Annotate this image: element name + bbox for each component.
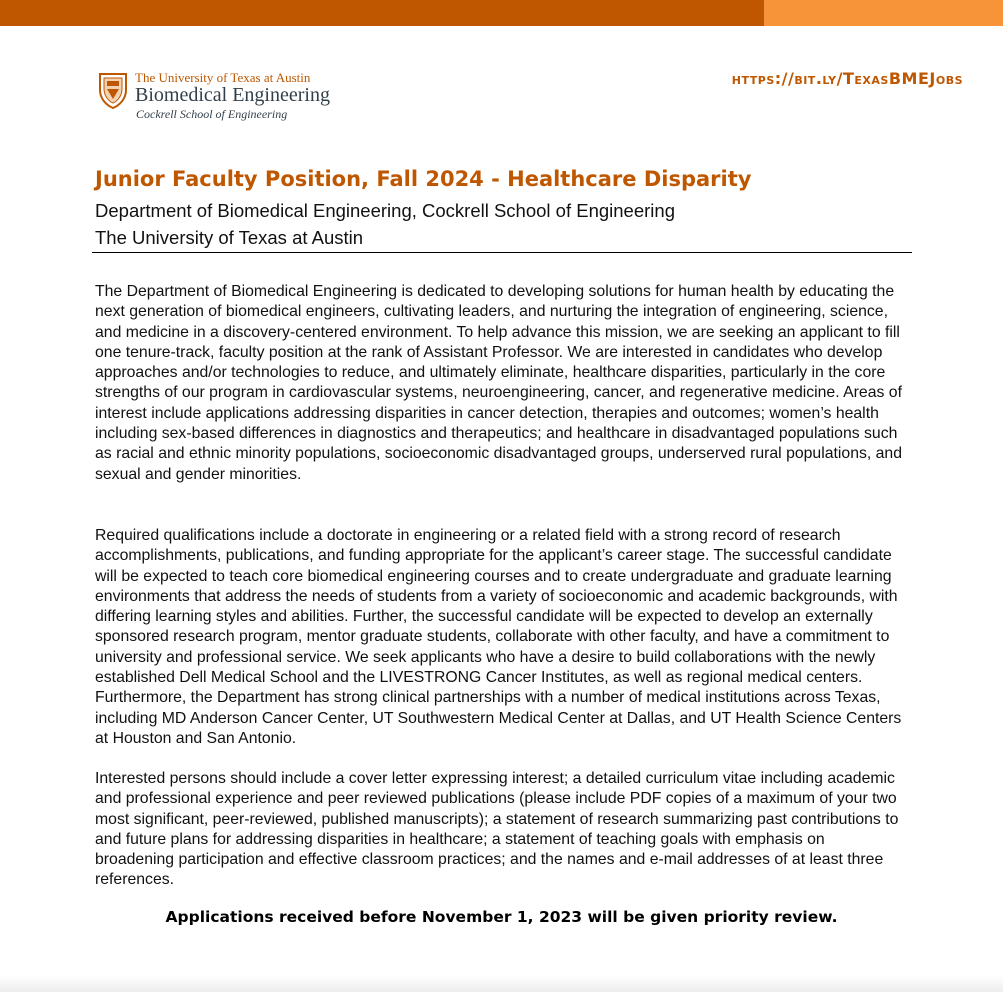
paragraph-mission: The Department of Biomedical Engineering is dedicated to developing solutions for human health by educating the next generation of biomedical engineers, cultivating leaders, and nurturing the integration of engineering, science, and medicine in a discovery-centered environment. To help advance this mission, we are seeking an applicant to fill one tenure-track, faculty position at the rank of Assistant Professor. We are interested in candidates who develop approaches and/or technologies to reduce, and ultimately eliminate, healthcare disparities, particularly in the core strengths of our program in cardiovascular systems, neuroengineering, cancer, and regenerative medicine. Areas of interest include applications addressing disparities in cancer detection, therapies and outcomes; women’s health including sex-based differences in diagnostics and therapeutics; and healthcare in disadvantaged populations such as racial and ethnic minority populations, socioeconomic disadvantaged groups, underserved rural populations, and sexual and gender minorities. <box>95 283 903 483</box>
logo-department-name: Biomedical Engineering <box>135 84 330 106</box>
page-title: Junior Faculty Position, Fall 2024 - Healthcare Disparity <box>95 167 752 191</box>
title-divider <box>92 252 912 253</box>
department-subtitle: Department of Biomedical Engineering, Cockrell School of Engineering <box>95 200 675 221</box>
logo-school-name: Cockrell School of Engineering <box>136 107 288 121</box>
ut-bme-logo <box>98 70 358 122</box>
header-accent-bar <box>764 0 1003 26</box>
paragraph-application-materials: Interested persons should include a cover letter expressing interest; a detailed curriculum vitae including academic and professional experience and peer reviewed publications (please include PDF copies of a maximum of your two most significant, peer-reviewed, published manuscripts); a statement of research summarizing past contributions to and future plans for addressing disparities in healthcare; a statement of teaching goals with emphasis on broadening participation and effective classroom practices; and the names and e-mail addresses of at least three references. <box>95 770 899 889</box>
university-subtitle: The University of Texas at Austin <box>95 227 364 248</box>
ut-shield-icon <box>98 72 128 110</box>
page-bottom-edge <box>0 976 1003 992</box>
paragraph-qualifications: Required qualifications include a doctorate in engineering or a related field with a strong record of research accomplishments, publications, and funding appropriate for the applicant’s career stage. The successful candidate will be expected to teach core biomedical engineering courses and to create undergraduate and graduate learning environments that address the needs of students from a variety of socioeconomic and academic backgrounds, with differing learning styles and abilities. Further, the successful candidate will be expected to develop an externally sponsored research program, mentor graduate students, collaborate with other faculty, and have a commitment to university and professional service. We seek applicants who have a desire to build collaborations with the newly established Dell Medical School and the LIVESTRONG Cancer Institutes, as well as regional medical centers. Furthermore, the Department has strong clinical partnerships with a number of medical institutions across Texas, including MD Anderson Cancer Center, UT Southwestern Medical Center at Dallas, and UT Health Science Centers at Houston and San Antonio. <box>95 527 902 747</box>
priority-review-note: Applications received before November 1, 2023 will be given priority review. <box>165 908 838 926</box>
logo-university-name: The University of Texas at Austin <box>135 70 311 85</box>
jobs-link[interactable]: https://bit.ly/TexasBMEJobs <box>731 69 963 88</box>
header-bar <box>0 0 764 26</box>
